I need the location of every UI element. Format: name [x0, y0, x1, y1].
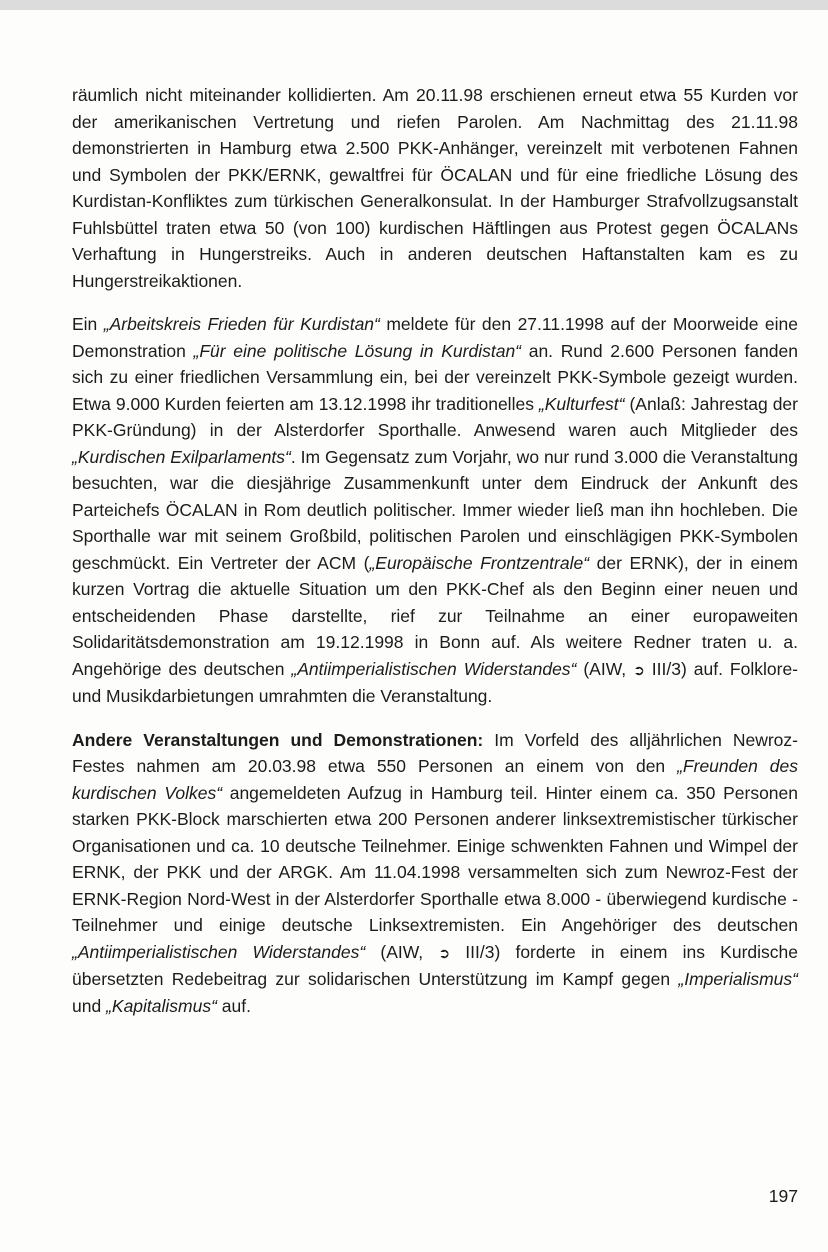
text-run: angemeldeten Aufzug in Hamburg teil. Hinter einem ca. 350 Personen starken PKK-Block marschierten etwa 200 Personen anderer linksextremistischer türkischer Organisationen und ca. 10 deutsche Teilnehmer. Einige schwenkten Fahnen und Wimpel der ERNK, der PKK und der ARGK. Am 11.04.1998 versammelten sich zum Newroz-Fest der ERNK-Region Nord-West in der Alsterdorfer Sporthalle etwa 8.000 - überwiegend kurdische - Teilnehmer und einige deutsche Linksextremisten. Ein Angehöriger des deutschen	[72, 782, 798, 935]
cross-reference-arrow-icon: ➲	[438, 944, 451, 961]
quoted-name: „Freunden des kurdischen Volkes“	[72, 756, 798, 803]
text-run: Ein	[72, 314, 104, 334]
document-page	[72, 82, 798, 1019]
text-run: . Im Gegensatz zum Vorjahr, wo nur rund 3.000 die Veranstaltung besuchten, war die diesjährige Zusammenkunft unter dem Eindruck der Ankunft des Parteichefs ÖCALAN in Rom deutlich politischer. Immer wieder ließ man ihn hochleben. Die Sporthalle war mit seinem Großbild, politischen Parolen und einschlägigen PKK-Symbolen geschmückt. Ein Vertreter der ACM (	[72, 446, 798, 573]
quoted-name: „Europäische Frontzentrale“	[369, 552, 590, 573]
text-run: (AIW,	[576, 658, 634, 679]
text-run: III/3) auf. Folklore- und Musikdarbietungen umrahmten die Veranstaltung.	[72, 658, 798, 706]
quoted-name: „Kulturfest“	[538, 393, 625, 414]
quoted-name: „Arbeitskreis Frieden für Kurdistan“	[103, 314, 380, 334]
text-run: auf.	[216, 995, 251, 1016]
text-run: III/3) forderte in einem ins Kurdische übersetzten Redebeitrag zur solidarischen Unterstützung im Kampf gegen	[72, 941, 798, 989]
paragraph-2	[72, 311, 798, 710]
quoted-name: „Antiimperialistischen Widerstandes“	[291, 658, 577, 679]
text-run: räumlich nicht miteinander kollidierten. Am 20.11.98 erschienen erneut etwa 55 Kurden vor der amerikanischen Vertretung und riefen Parolen. Am Nachmittag des 21.11.98 demonstrierten in Hamburg etwa 2.500 PKK-Anhänger, vereinzelt mit verbotenen Fahnen und Symbolen der PKK/ERNK, gewaltfrei für ÖCALAN und für eine friedliche Lösung des Kurdistan-Konfliktes zum türkischen Generalkonsulat. In der Hamburger Strafvollzugsanstalt Fuhlsbüttel traten etwa 50 (von 100) kurdischen Häftlingen aus Protest gegen ÖCALANs Verhaftung in Hungerstreiks. Auch in anderen deutschen Haftanstalten kam es zu Hungerstreikaktionen.	[72, 85, 798, 291]
text-run: und	[72, 995, 107, 1016]
text-run: an. Rund 2.600 Personen fanden sich zu einer friedlichen Versammlung ein, bei der vereinzelt PKK-Symbole gezeigt wurden. Etwa 9.000 Kurden feierten am 13.12.1998 ihr traditionelles	[72, 340, 798, 414]
quoted-name: „Kurdischen Exilparlaments“	[72, 446, 291, 467]
quoted-name: „Für eine politische Lösung in Kurdistan“	[193, 340, 521, 361]
section-heading: Andere Veranstaltungen und Demonstrationen:	[72, 729, 484, 750]
text-run: Im Vorfeld des alljährlichen Newroz-Festes nahmen am 20.03.98 etwa 550 Personen an einem von den	[72, 729, 798, 776]
text-run: meldete für den 27.11.1998 auf der Moorweide eine Demonstration	[72, 314, 798, 361]
text-run: (AIW,	[365, 941, 439, 962]
paragraph-1	[72, 82, 798, 294]
scan-top-edge	[0, 0, 828, 10]
page-number: 197	[768, 1186, 798, 1206]
quoted-name: „Kapitalismus“	[106, 995, 217, 1016]
paragraph-3	[72, 727, 798, 1020]
text-run: (Anlaß: Jahrestag der PKK-Gründung) in der Alsterdorfer Sporthalle. Anwesend waren auch Mitglieder des	[72, 393, 798, 440]
text-run: der ERNK), der in einem kurzen Vortrag die aktuelle Situation um den PKK-Chef als den Beginn einer neuen und entscheidenden Phase darstellte, rief zur Teilnahme an einer europaweiten Solidaritätsdemonstration am 19.12.1998 in Bonn auf. Als weitere Redner traten u. a. Angehörige des deutschen	[72, 552, 799, 679]
quoted-name: „Antiimperialistischen Widerstandes“	[72, 941, 366, 962]
cross-reference-arrow-icon: ➲	[633, 661, 645, 678]
quoted-name: „Imperialismus“	[678, 969, 798, 989]
